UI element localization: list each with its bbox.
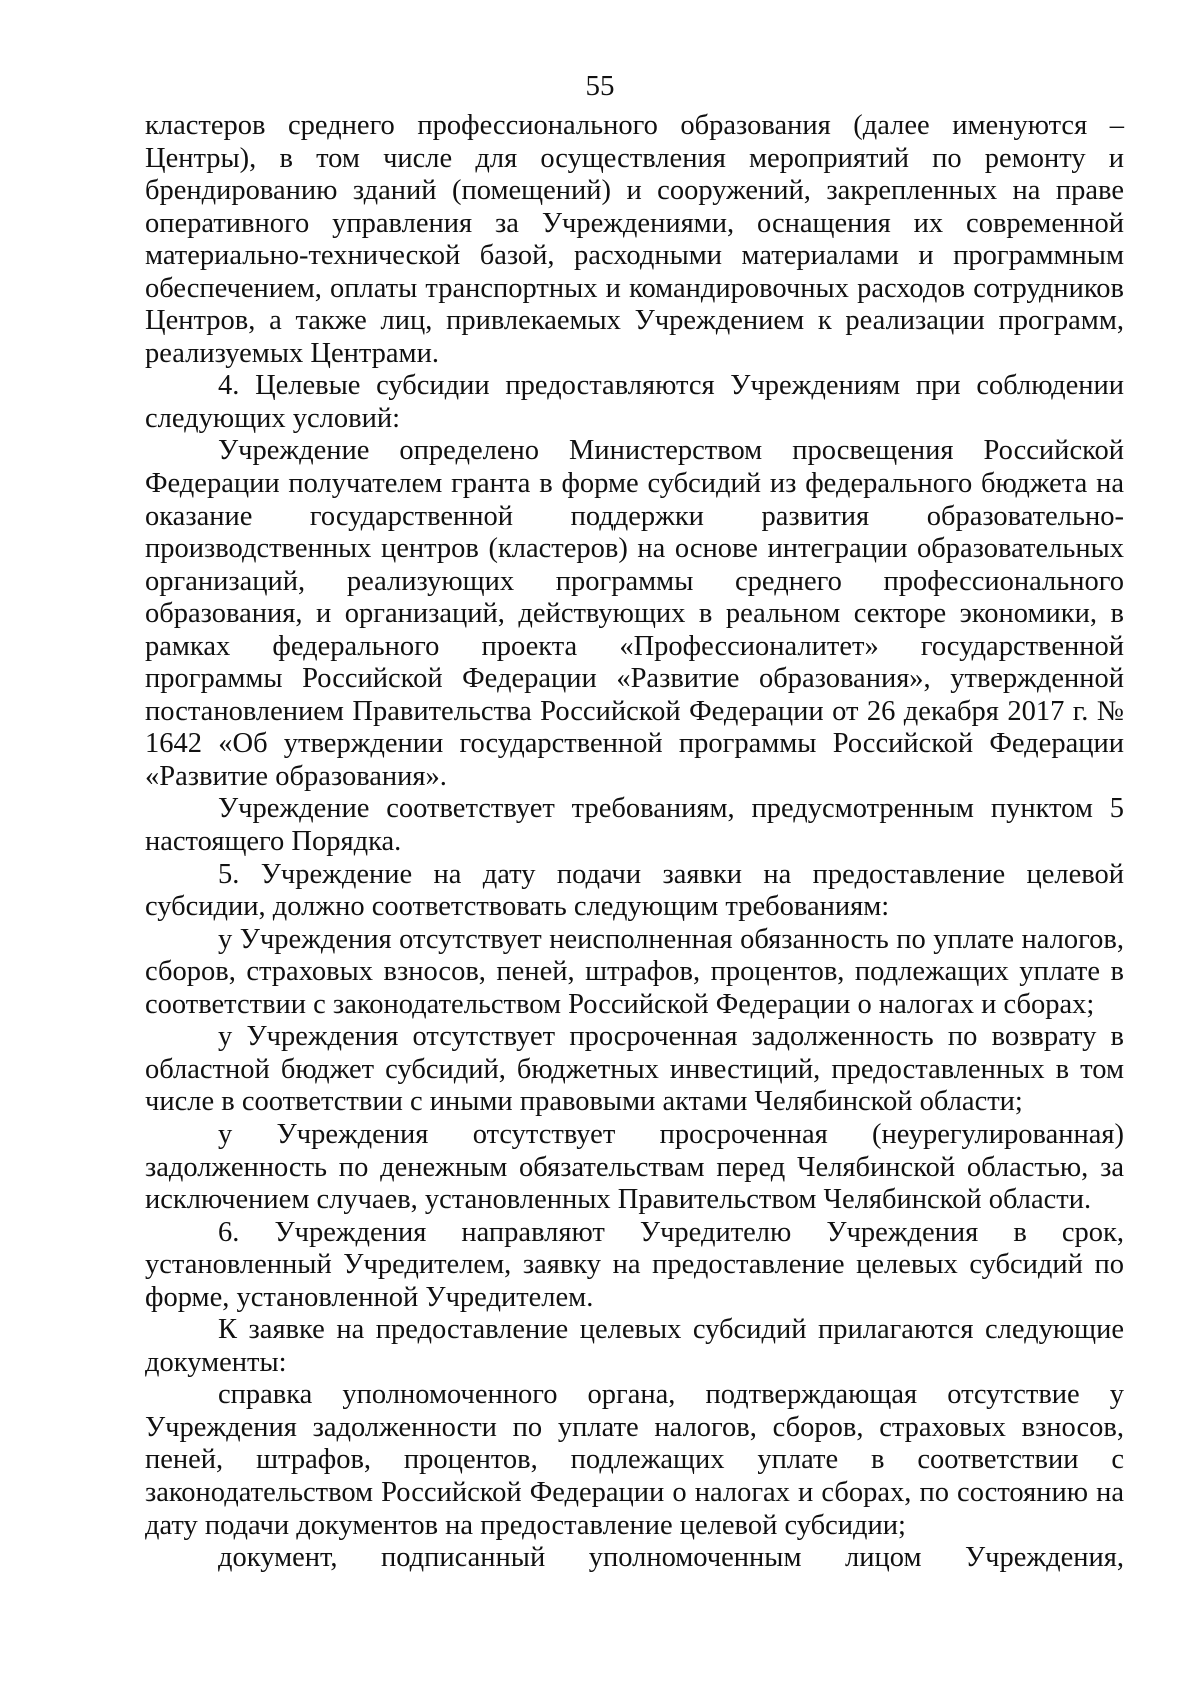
- paragraph-item-4: 4. Целевые субсидии предоставляются Учреждениям при соблюдении следующих условий:: [145, 370, 1124, 434]
- paragraph-centers-continuation: кластеров среднего профессионального образования (далее именуются – Центры), в том числе для осуществления мероприятий по ремонту и брендированию зданий (помещений) и сооружений, закрепленных на праве оперативного управления за Учреждениями, оснащения их современной материально-технической базой, расходными материалами и программным обеспечением, оплаты транспортных и командировочных расходов сотрудников Центров, а также лиц, привлекаемых Учреждением к реализации программ, реализуемых Центрами.: [145, 110, 1124, 369]
- paragraph-condition-grant: Учреждение определено Министерством просвещения Российской Федерации получателем гранта в форме субсидий из федерального бюджета на оказание государственной поддержки развития образовательно-производственных центров (кластеров) на основе интеграции образовательных организаций, реализующих программы среднего профессионального образования, и организаций, действующих в реальном секторе экономики, в рамках федерального проекта «Профессионалитет» государственной программы Российской Федерации «Развитие образования», утвержденной постановлением Правительства Российской Федерации от 26 декабря 2017 г. № 1642 «Об утверждении государственной программы Российской Федерации «Развитие образования».: [145, 435, 1124, 792]
- paragraph-requirement-budget-debt: у Учреждения отсутствует просроченная задолженность по возврату в областной бюджет субсидий, бюджетных инвестиций, предоставленных в том числе в соответствии с иными правовыми актами Челябинской области;: [145, 1021, 1124, 1118]
- paragraph-condition-requirements: Учреждение соответствует требованиям, предусмотренным пунктом 5 настоящего Порядка.: [145, 793, 1124, 858]
- paragraph-requirement-obligations: у Учреждения отсутствует просроченная (неурегулированная) задолженность по денежным обязательствам перед Челябинской областью, за исключением случаев, установленных Правительством Челябинской области.: [145, 1118, 1124, 1216]
- page-number: 55: [585, 70, 615, 102]
- document-body: [145, 110, 1124, 1575]
- paragraph-attachment-signed-document: документ, подписанный уполномоченным лицом Учреждения,: [218, 1542, 1124, 1574]
- paragraph-item-5: 5. Учреждение на дату подачи заявки на предоставление целевой субсидии, должно соответствовать следующим требованиям:: [145, 858, 1124, 923]
- paragraph-item-6: 6. Учреждения направляют Учредителю Учреждения в срок, установленный Учредителем, заявку на предоставление целевых субсидий по форме, установленной Учредителем.: [145, 1216, 1124, 1313]
- paragraph-requirement-taxes: у Учреждения отсутствует неисполненная обязанность по уплате налогов, сборов, страховых взносов, пеней, штрафов, процентов, подлежащих уплате в соответствии с законодательством Российской Федерации о налогах и сборах;: [145, 923, 1124, 1020]
- paragraph-attachments-intro: К заявке на предоставление целевых субсидий прилагаются следующие документы:: [145, 1314, 1124, 1378]
- paragraph-attachment-tax-certificate: справка уполномоченного органа, подтверждающая отсутствие у Учреждения задолженности по уплате налогов, сборов, страховых взносов, пеней, штрафов, процентов, подлежащих уплате в соответствии с законодательством Российской Федерации о налогах и сборах, по состоянию на дату подачи документов на предоставление целевой субсидии;: [145, 1379, 1124, 1541]
